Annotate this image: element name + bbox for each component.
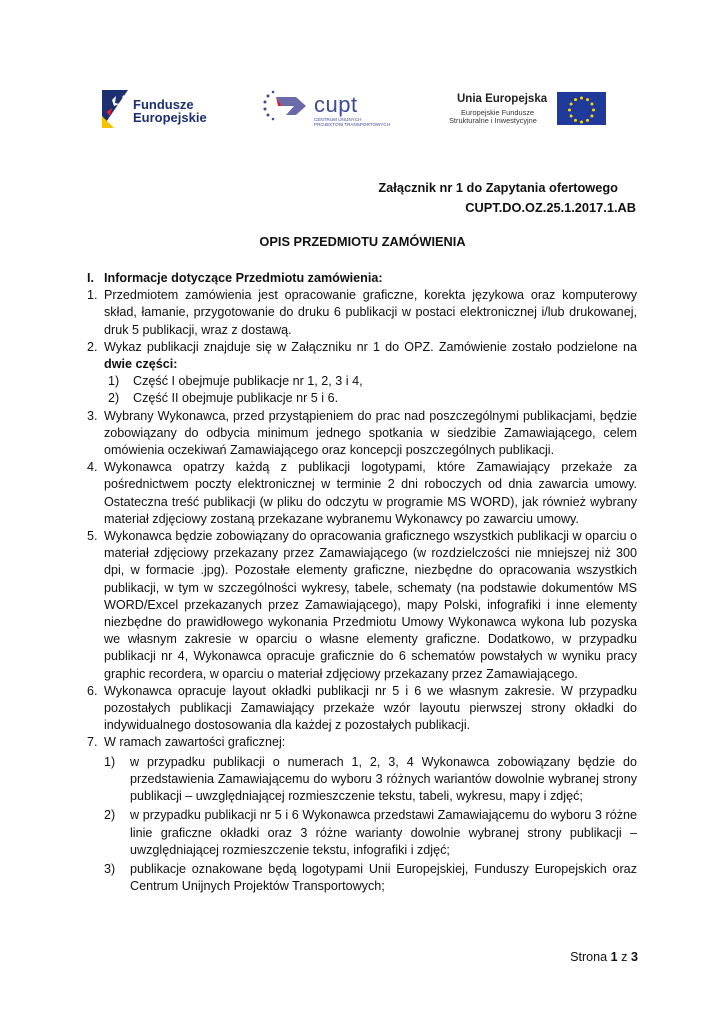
- list-item: 3. Wybrany Wykonawca, przed przystąpieniem do prac nad poszczególnymi publikacjami, będzie zobowiązany do odbycia minimum jednego spotkania w siedzibie Zamawiającego, celem omówienia oczekiwań Zamawiającego oraz koncepcji poszczególnych publikacji.: [87, 408, 637, 458]
- list-item: 5. Wykonawca będzie zobowiązany do opracowania graficznego wszystkich publikacji w oparciu o materiał zdjęciowy przekazany przez Zamawiającego (w rozdzielczości nie mniejszej niż 300 dpi, w formacie .jpg). Pozostałe elementy graficzne, niezbędne do opracowania wszystkich publikacji, w tym w szczególności wykresy, tabele, schematy (na podstawie dokumentów MS WORD/Excel przekazanych przez Zamawiającego), mapy Polski, infografiki i inne elementy niezbędne do prawidłowego wykonania Przedmiotu Umowy Wykonawca wykona lub pozyska we własnym zakresie w oparciu o własne elementy graficzne. Dodatkowo, w przypadku publikacji nr 4, Wykonawca opracuje graficznie do 6 schematów powstałych w wyniku pracy graphic recordera, w oparciu o materiał zdjęciowy przekazany przez Zamawiającego.: [87, 529, 637, 681]
- page-footer: Strona 1 z 3: [570, 950, 638, 964]
- document-title: OPIS PRZEDMIOTU ZAMÓWIENIA: [259, 234, 466, 249]
- logo-bar: [0, 84, 725, 134]
- unia-europejska-logo: Unia Europejska Europejskie Fundusze Strukturalne i Inwestycyjne: [446, 90, 608, 134]
- list-item: 2. Wykaz publikacji znajduje się w Załączniku nr 1 do OPZ. Zamówienie zostało podzielone na dwie części:: [87, 339, 637, 372]
- cupt-logo: cupt CENTRUM UNIJNYCH PROJEKTÓW TRANSPORTOWYCH: [262, 88, 397, 132]
- sub-list-item: 2) Część II obejmuje publikacje nr 5 i 6.: [108, 391, 339, 406]
- reference-number: CUPT.DO.OZ.25.1.2017.1.AB: [465, 200, 636, 215]
- sub-list-item: 1) Część I obejmuje publikacje nr 1, 2, 3 i 4,: [108, 374, 363, 389]
- document-body: [87, 270, 637, 897]
- list-item: 4. Wykonawca opatrzy każdą z publikacji logotypami, które Zamawiający przekaże za pośrednictwem poczty elektronicznej w terminie 2 dni roboczych od dnia zawarcia umowy. Ostateczna treść publikacji (w pliku do odczytu w programie MS WORD), jak również wybrany materiał zdjęciowy zostaną przekazane wybranemu Wykonawcy po zawarciu umowy.: [87, 460, 637, 526]
- annex-label: Załącznik nr 1 do Zapytania ofertowego: [378, 180, 618, 195]
- current-page: 1: [610, 950, 618, 964]
- list-item: 1. Przedmiotem zamówienia jest opracowanie graficzne, korekta językowa oraz komputerowy skład, łamanie, przygotowanie do druku 6 publikacji w postaci elektronicznej i/lub drukowanej, druk 5 publikacji, wraz z dostawą.: [87, 288, 637, 337]
- eu-flag-icon: [557, 92, 606, 125]
- sub-list-item: 3) publikacje oznakowane będą logotypami Unii Europejskiej, Funduszy Europejskich oraz Centrum Unijnych Projektów Transportowych;: [104, 861, 637, 894]
- fe-star-icon: [100, 86, 132, 130]
- section-heading: I. Informacje dotyczące Przedmiotu zamówienia:: [87, 271, 383, 285]
- fundusze-europejskie-logo: Fundusze Europejskie: [100, 86, 205, 130]
- annex-header: [378, 178, 636, 218]
- list-item: 7. W ramach zawartości graficznej:: [87, 735, 286, 750]
- total-pages: 3: [630, 950, 638, 964]
- list-item: 6. Wykonawca opracuje layout okładki publikacji nr 5 i 6 we własnym zakresie. W przypadku pozostałych publikacji Zamawiający przekaże wzór layoutu pierwszej strony okładki do indywidualnego dostosowania dla każdej z pozostałych publikacji.: [87, 683, 637, 733]
- cupt-mark-icon: [262, 88, 312, 124]
- sub-list-item: 2) w przypadku publikacji nr 5 i 6 Wykonawca przedstawi Zamawiającemu do wyboru 3 różne linie graficzne okładki oraz 3 różne warianty dowolnie wybranej strony publikacji – uwzględniającej rozmieszczenie tekstu, infografiki i zdjęć;: [104, 808, 637, 857]
- sub-list-item: 1) w przypadku publikacji o numerach 1, 2, 3, 4 Wykonawca zobowiązany będzie do przedstawienia Zamawiającemu do wyboru 3 różnych wariantów dowolnie wybranej strony publikacji – uwzględniającej rozmieszczenie tekstu, tabeli, wykresu, mapy i zdjęć;: [104, 754, 637, 804]
